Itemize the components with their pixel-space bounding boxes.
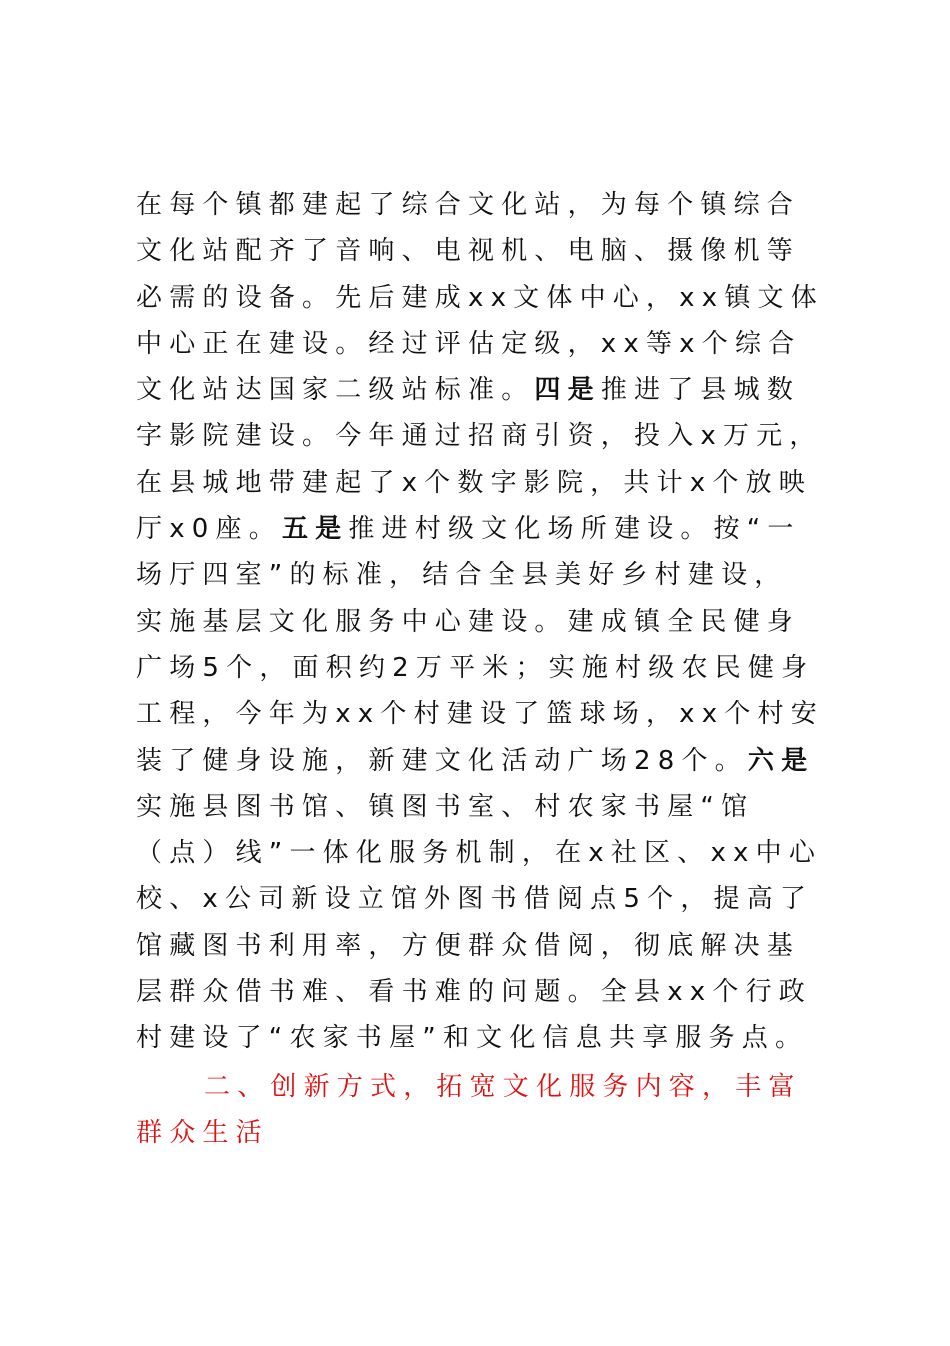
- section-heading: [136, 1064, 826, 1157]
- text-segment: 厅x0座。: [136, 514, 282, 545]
- text-line: 实施基层文化服务中心建设。建成镇全民健身: [136, 606, 801, 637]
- text-line: 在每个镇都建起了综合文化站，为每个镇综合: [136, 190, 801, 220]
- text-line: 必需的设备。先后建成xx文体中心，xx镇文体: [136, 282, 824, 313]
- text-line: 工程，今年为xx个村建设了篮球场，xx个村安: [136, 699, 824, 730]
- text-line: 校、x公司新设立馆外图书借阅点5个，提高了: [136, 884, 814, 915]
- text-line: 馆藏图书利用率，方便群众借阅，彻底解决基: [136, 930, 801, 961]
- text-segment: 装了健身设施，新建文化活动广场28个。: [136, 745, 748, 776]
- text-line: 实施县图书馆、镇图书室、村农家书屋“馆: [136, 791, 755, 822]
- text-segment: 推进村级文化场所建设。按“一: [348, 514, 801, 545]
- text-line: 层群众借书难、看书难的问题。全县xx个行政: [136, 977, 812, 1008]
- text-line: 文化站配齐了音响、电视机、电脑、摄像机等: [136, 236, 801, 267]
- section-heading-line-2: 群众生活: [136, 1118, 269, 1149]
- bold-keyword: 五是: [281, 514, 349, 545]
- text-line: 在县城地带建起了x个数字影院，共计x个放映: [136, 467, 812, 498]
- text-line: [136, 738, 826, 784]
- body-paragraph: [136, 182, 826, 1062]
- text-line: 广场5个，面积约2万平米；实施村级农民健身: [136, 652, 815, 683]
- text-line: 场厅四室”的标准，结合全县美好乡村建设，: [136, 560, 788, 591]
- text-line: 村建设了“农家书屋”和文化信息共享服务点。: [136, 1023, 809, 1054]
- bold-keyword: 四是: [534, 375, 601, 406]
- text-line: （点）线”一体化服务机制，在x社区、xx中心: [136, 838, 823, 869]
- section-heading-line-1: 二、创新方式，拓宽文化服务内容，丰富: [204, 1072, 802, 1102]
- text-line: [136, 367, 826, 413]
- text-segment: 推进了县城数: [600, 375, 801, 406]
- text-line: [136, 506, 826, 552]
- text-line: 中心正在建设。经过评估定级，xx等x个综合: [136, 328, 802, 359]
- text-segment: 文化站达国家二级站标准。: [136, 375, 535, 406]
- text-line: 字影院建设。今年通过招商引资，投入x万元，: [136, 421, 823, 452]
- bold-keyword: 六是: [747, 745, 815, 776]
